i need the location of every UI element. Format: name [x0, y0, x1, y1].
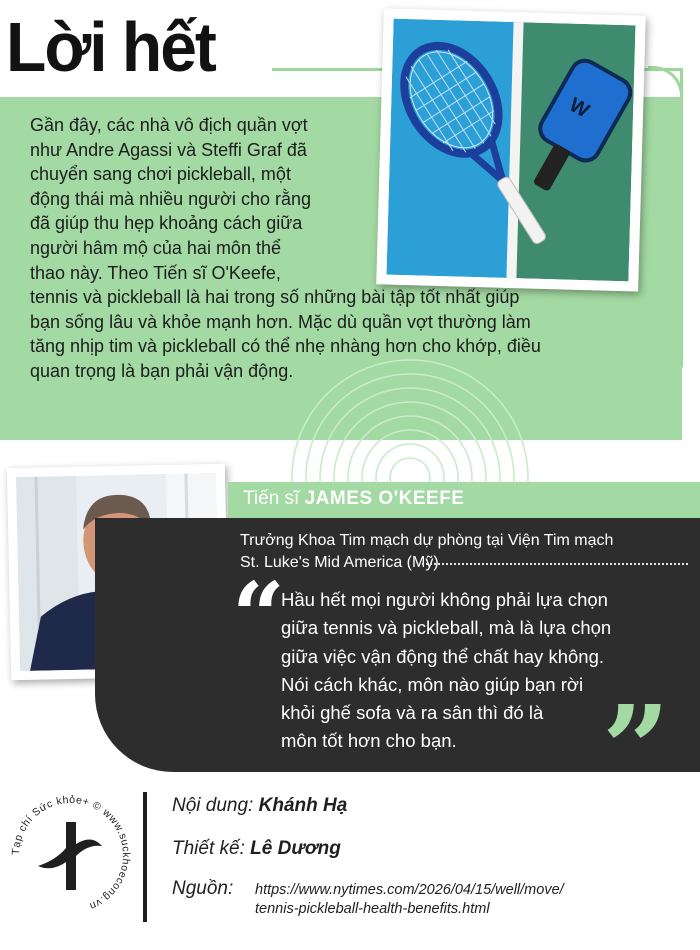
open-quote-icon: “: [232, 562, 285, 670]
credits-divider: [143, 792, 147, 922]
design-credit: Thiết kế: Lê Dương: [172, 838, 341, 859]
close-quote-icon: ”: [602, 679, 670, 818]
source-label: Nguồn:: [172, 878, 234, 899]
racket-paddle-photo: [376, 8, 646, 291]
health-magazine-logo-icon: [2, 786, 140, 924]
content-credit: Nội dung: Khánh Hạ: [172, 795, 348, 816]
dotted-divider: [422, 563, 688, 567]
racket-paddle-illustration: [386, 19, 635, 282]
frame-line-corner: [648, 66, 683, 101]
expert-role: Trưởng Khoa Tim mạch dự phòng tại Viện Tim mạch St. Luke's Mid America (Mỹ): [240, 532, 614, 571]
svg-text:W: W: [565, 93, 593, 123]
expert-name: Tiến sĩ JAMES O'KEEFE: [243, 488, 465, 509]
source-url[interactable]: https://www.nytimes.com/2026/04/15/well/move/ tennis-pickleball-health-benefits.html: [255, 882, 564, 917]
intro-paragraph: Gần đây, các nhà vô địch quần vợt như Andre Agassi và Steffi Graf đã chuyển sang chơi pickleball, một động thái mà nhiều người cho rằng đã giúp thu hẹp khoảng cách giữa người hâm mộ của hai môn thể thao này. Theo Tiến sĩ O'Keefe, tennis và pickleball là hai trong số những bài tập tốt nhất giúp bạn sống lâu và khỏe mạnh hơn. Mặc dù quần vợt thường làm tăng nhịp tim và pickleball có thể nhẹ nhàng hơn cho khớp, điều quan trọng là bạn phải vận động.: [30, 115, 541, 381]
expert-quote: Hầu hết mọi người không phải lựa chọn giữa tennis và pickleball, mà là lựa chọn giữa việc vận động thể chất hay không. Nói cách khác, môn nào giúp bạn rời khỏi ghế sofa và ra sân thì đó là môn tốt hơn cho bạn.: [281, 589, 612, 752]
page-title: Lời hết: [6, 8, 215, 86]
logo-ring-text: Tạp chí Sức khỏe+ © www.suckhoecong.vn: [9, 793, 133, 913]
title-divider: [272, 68, 388, 71]
